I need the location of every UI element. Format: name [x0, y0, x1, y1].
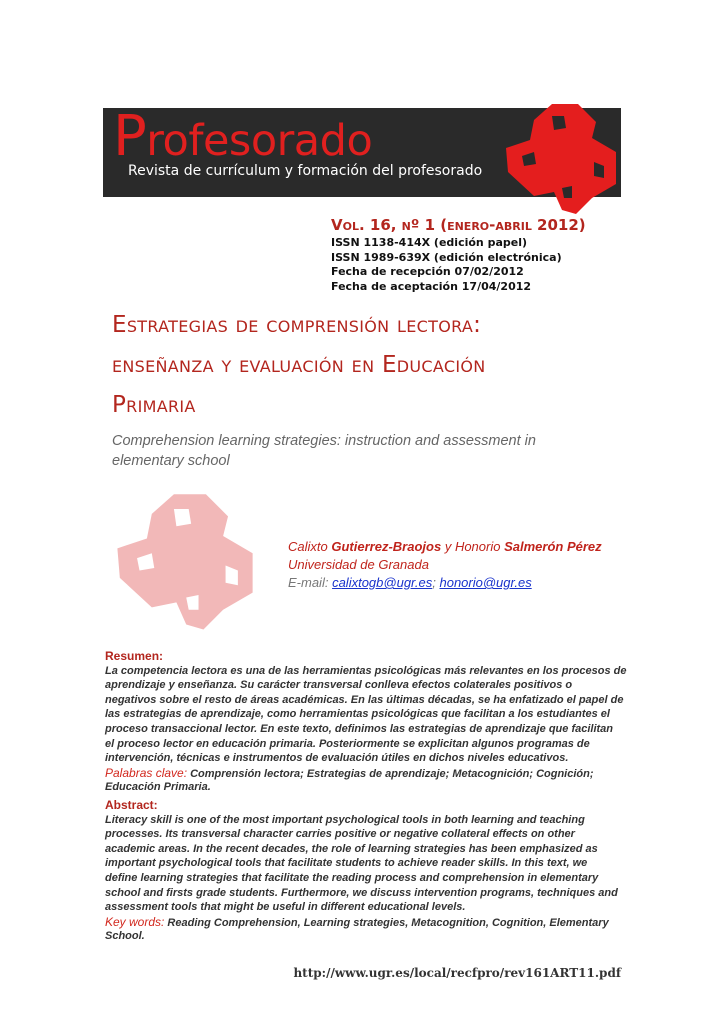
email-label: E-mail:: [288, 575, 329, 590]
email-line: [288, 574, 602, 592]
keywords-line: [105, 766, 627, 781]
affiliation: Universidad de Granada: [288, 557, 429, 572]
abstract-heading: Abstract:: [105, 798, 158, 812]
resumen-section: [105, 649, 627, 795]
received-date: Fecha de recepción 07/02/2012: [331, 265, 524, 278]
volume-info: Vol. 16, nº 1 (enero-abril 2012): [331, 216, 586, 234]
keywords-label: Key words:: [105, 914, 165, 929]
watermark-logo-icon: [110, 485, 260, 635]
journal-logo-icon: [500, 100, 622, 215]
conjunction: y: [444, 539, 452, 554]
text-line: La competencia lectora es una de las herramientas psicológicas más relevantes en los procesos de: [105, 664, 627, 677]
journal-name: [113, 104, 373, 169]
keywords: Comprensión lectora; Estrategias de aprendizaje; Metacognición; Cognición;: [190, 767, 594, 780]
article-title: [112, 305, 486, 425]
authors-block: [288, 538, 602, 592]
text-line: academic areas. In the recent decades, the role of learning strategies has been emphasized as: [105, 842, 598, 855]
keywords-cont: Educación Primaria.: [105, 781, 211, 794]
text-line: Literacy skill is one of the most important psychological tools in both learning and teaching: [105, 813, 585, 826]
author2-given: Honorio: [454, 539, 501, 554]
keywords-cont: School.: [105, 930, 145, 943]
author1-given: Calixto: [288, 539, 328, 554]
brand-initial: P: [113, 104, 147, 169]
issn-online: ISSN 1989-639X (edición electrónica): [331, 251, 562, 264]
subtitle-line: elementary school: [112, 453, 230, 469]
title-line: Primaria: [112, 392, 196, 418]
accepted-date: Fecha de aceptación 17/04/2012: [331, 280, 532, 293]
text-line: las estrategias de aprendizaje, como herramientas psicológicas que facilitan a los estudiantes el: [105, 708, 610, 721]
text-line: aprendizaje y enseñanza. Su carácter transversal conlleva efectos colaterales positivos o: [105, 679, 573, 692]
text-line: define learning strategies that facilitate the reading process and comprehension in elementary: [105, 871, 599, 884]
author2-family: Salmerón Pérez: [504, 539, 602, 554]
text-line: school and firsts grade students. Furthermore, we discuss intervention programs, techniques and: [105, 886, 618, 899]
separator: ;: [432, 575, 436, 590]
brand-rest: rofesorado: [146, 116, 373, 166]
text-line: processes. Its transversal character carries positive or negative collateral effects on other: [105, 828, 575, 841]
english-title: [112, 431, 536, 471]
abstract-section: [105, 798, 618, 944]
text-line: proceso transaccional lector. En este texto, definimos las estrategias de aprendizaje que facilitan: [105, 722, 614, 735]
title-line: enseñanza y evaluación en Educación: [112, 352, 486, 378]
subtitle-line: Comprehension learning strategies: instruction and assessment in: [112, 433, 536, 449]
keywords: Reading Comprehension, Learning strategies, Metacognition, Cognition, Elementary: [167, 916, 609, 929]
resumen-heading: Resumen:: [105, 649, 164, 663]
text-line: intervención, técnicas e instrumentos de evaluación útiles en dichos niveles educativos.: [105, 752, 569, 765]
text-line: el proceso lector en educación primaria. Posteriormente se explicitan algunos programas de: [105, 737, 590, 750]
author1-family: Gutierrez-Braojos: [331, 539, 442, 554]
issn-paper: ISSN 1138-414X (edición papel): [331, 236, 528, 249]
text-line: important psychological tools that facilitate students to achieve reader skills. In this text, we: [105, 857, 588, 870]
keywords-label: Palabras clave:: [105, 765, 188, 780]
email-link-1[interactable]: calixtogb@ugr.es: [332, 575, 433, 590]
journal-tagline: Revista de currículum y formación del profesorado: [128, 163, 483, 179]
keywords-line: [105, 915, 618, 930]
title-line: Estrategias de comprensión lectora:: [112, 312, 482, 338]
author-names: [288, 538, 602, 556]
email-link-2[interactable]: honorio@ugr.es: [439, 575, 532, 590]
text-line: assessment tools that might be useful in different educational levels.: [105, 901, 466, 914]
text-line: negativos sobre el resto de áreas académicas. En las últimas décadas, se ha enfatizado el papel de: [105, 693, 624, 706]
footer-url[interactable]: http://www.ugr.es/local/recfpro/rev161ART11.pdf: [293, 966, 621, 980]
